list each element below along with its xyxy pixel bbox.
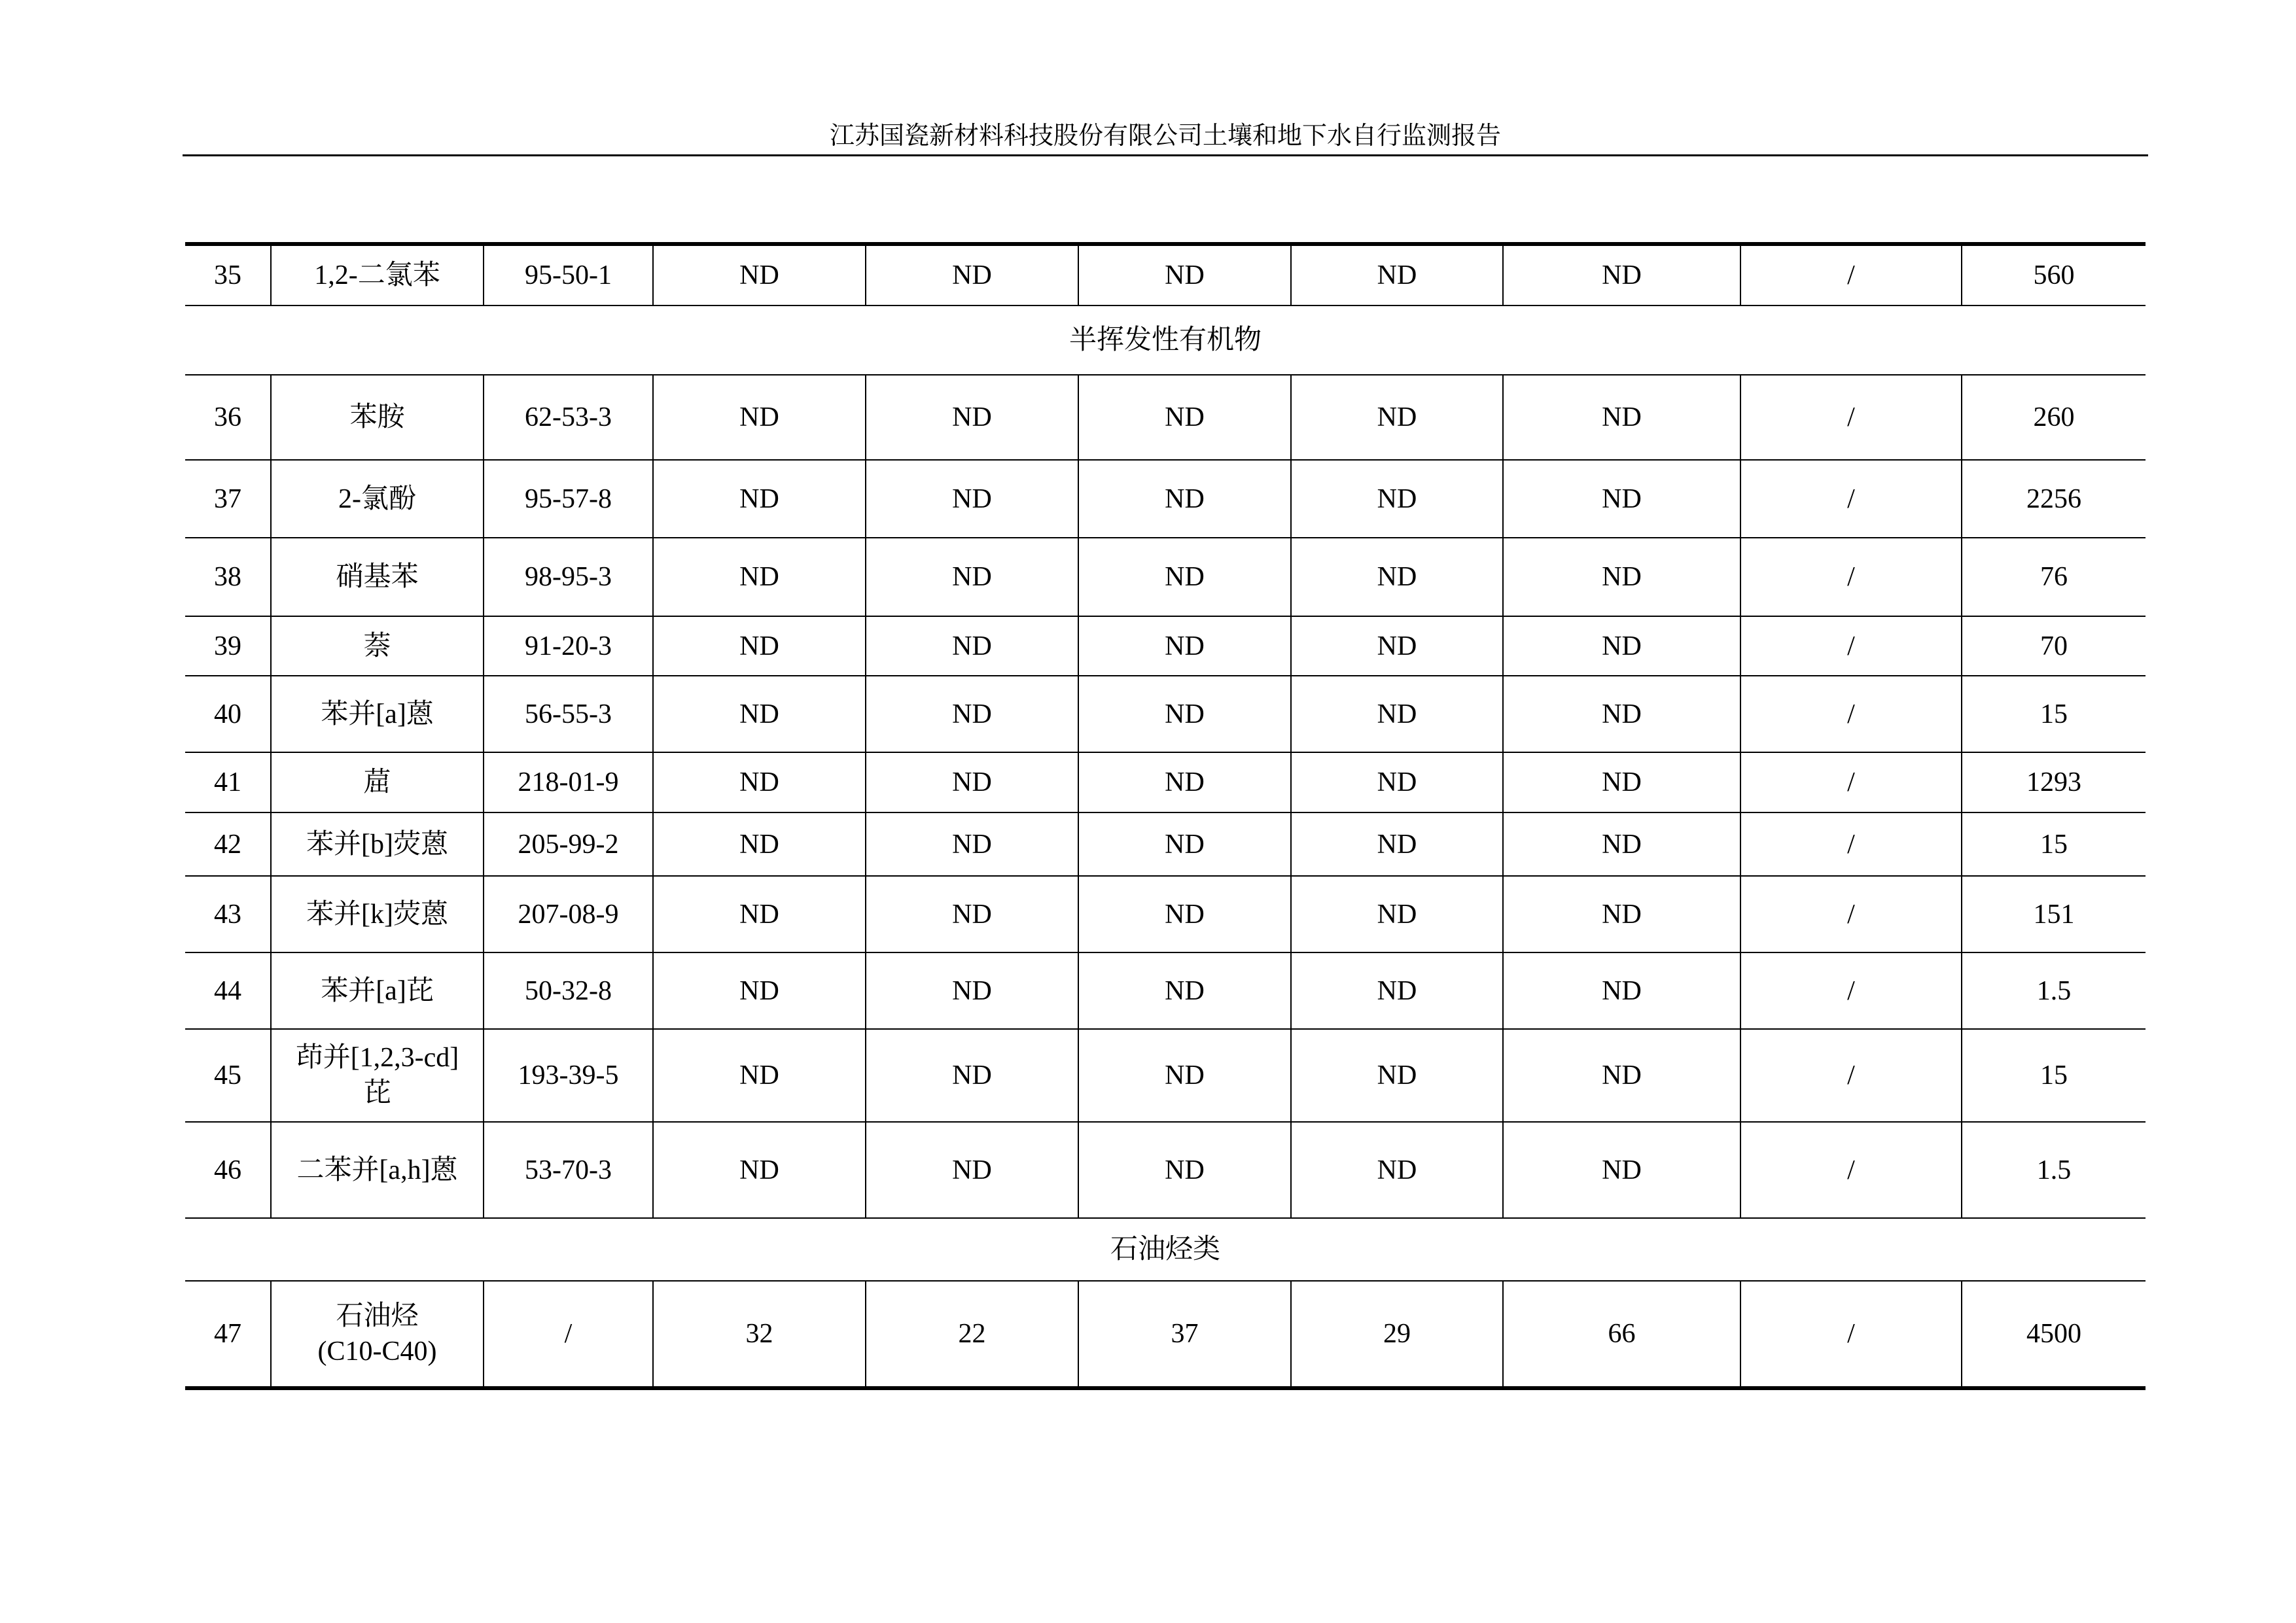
value-4-cell: ND — [1291, 460, 1503, 538]
cas-number-cell: 95-50-1 — [484, 244, 653, 305]
value-4-cell: ND — [1291, 244, 1503, 305]
cas-number-cell: 205-99-2 — [484, 812, 653, 876]
value-6-cell: / — [1740, 375, 1962, 460]
value-2-cell: ND — [866, 812, 1078, 876]
value-1-cell: ND — [653, 538, 866, 616]
value-3-cell: ND — [1078, 876, 1291, 952]
value-3-cell: ND — [1078, 375, 1291, 460]
row-number-cell: 37 — [185, 460, 271, 538]
compound-name-line: (C10-C40) — [317, 1336, 437, 1367]
value-4-cell: ND — [1291, 676, 1503, 752]
value-1-cell: ND — [653, 1029, 866, 1122]
value-3-cell: ND — [1078, 952, 1291, 1029]
screening-limit-cell: 1.5 — [1962, 1122, 2146, 1218]
compound-name-cell — [271, 460, 484, 538]
value-6-cell: / — [1740, 460, 1962, 538]
row-number-cell: 42 — [185, 812, 271, 876]
screening-limit-cell: 15 — [1962, 676, 2146, 752]
value-2-cell: ND — [866, 752, 1078, 812]
value-5-cell: ND — [1503, 244, 1740, 305]
screening-limit-cell: 76 — [1962, 538, 2146, 616]
value-4-cell: ND — [1291, 1122, 1503, 1218]
cas-number-cell: 91-20-3 — [484, 616, 653, 676]
value-4-cell: 29 — [1291, 1281, 1503, 1388]
value-2-cell: 22 — [866, 1281, 1078, 1388]
value-6-cell: / — [1740, 876, 1962, 952]
value-2-cell: ND — [866, 460, 1078, 538]
table-row — [185, 1122, 2146, 1218]
row-number-cell: 46 — [185, 1122, 271, 1218]
value-6-cell: / — [1740, 812, 1962, 876]
value-4-cell: ND — [1291, 1029, 1503, 1122]
section-row — [185, 1218, 2146, 1281]
value-1-cell: ND — [653, 1122, 866, 1218]
table-row — [185, 460, 2146, 538]
value-2-cell: ND — [866, 1029, 1078, 1122]
table-row — [185, 752, 2146, 812]
table-row — [185, 1029, 2146, 1122]
value-2-cell: ND — [866, 676, 1078, 752]
value-5-cell: ND — [1503, 952, 1740, 1029]
report-title: 江苏国瓷新材料科技股份有限公司土壤和地下水自行监测报告 — [829, 122, 1501, 150]
row-number-cell: 47 — [185, 1281, 271, 1388]
value-1-cell: ND — [653, 752, 866, 812]
compound-name-line: 芘 — [363, 1078, 391, 1108]
table-row — [185, 876, 2146, 952]
page-header — [183, 118, 2148, 156]
value-3-cell: ND — [1078, 1122, 1291, 1218]
value-5-cell: 66 — [1503, 1281, 1740, 1388]
value-3-cell: 37 — [1078, 1281, 1291, 1388]
value-5-cell: ND — [1503, 1029, 1740, 1122]
value-4-cell: ND — [1291, 812, 1503, 876]
section-heading: 半挥发性有机物 — [185, 305, 2146, 375]
value-2-cell: ND — [866, 244, 1078, 305]
compound-name-line: 苯并[a]蒽 — [321, 699, 434, 729]
compound-name-line: 硝基苯 — [336, 562, 419, 592]
value-6-cell: / — [1740, 538, 1962, 616]
table-row — [185, 1281, 2146, 1388]
value-5-cell: ND — [1503, 460, 1740, 538]
cas-number-cell: 98-95-3 — [484, 538, 653, 616]
compound-name-line: 苯并[b]荧蒽 — [306, 829, 448, 860]
table-body — [185, 244, 2146, 1388]
value-2-cell: ND — [866, 538, 1078, 616]
compound-name-cell — [271, 812, 484, 876]
row-number-cell: 41 — [185, 752, 271, 812]
value-3-cell: ND — [1078, 812, 1291, 876]
value-2-cell: ND — [866, 1122, 1078, 1218]
value-1-cell: ND — [653, 876, 866, 952]
value-1-cell: ND — [653, 244, 866, 305]
value-4-cell: ND — [1291, 538, 1503, 616]
value-2-cell: ND — [866, 375, 1078, 460]
compound-name-cell — [271, 876, 484, 952]
screening-limit-cell: 2256 — [1962, 460, 2146, 538]
compound-name-line: 石油烃 — [336, 1301, 419, 1331]
value-5-cell: ND — [1503, 676, 1740, 752]
value-5-cell: ND — [1503, 812, 1740, 876]
value-5-cell: ND — [1503, 616, 1740, 676]
cas-number-cell: 218-01-9 — [484, 752, 653, 812]
row-number-cell: 45 — [185, 1029, 271, 1122]
value-1-cell: ND — [653, 375, 866, 460]
value-2-cell: ND — [866, 616, 1078, 676]
value-5-cell: ND — [1503, 538, 1740, 616]
value-1-cell: ND — [653, 616, 866, 676]
value-1-cell: 32 — [653, 1281, 866, 1388]
value-1-cell: ND — [653, 952, 866, 1029]
cas-number-cell: 56-55-3 — [484, 676, 653, 752]
value-2-cell: ND — [866, 876, 1078, 952]
compound-name-cell — [271, 616, 484, 676]
value-6-cell: / — [1740, 752, 1962, 812]
row-number-cell: 38 — [185, 538, 271, 616]
value-4-cell: ND — [1291, 752, 1503, 812]
value-4-cell: ND — [1291, 616, 1503, 676]
table-row — [185, 375, 2146, 460]
compound-name-line: 2-氯酚 — [338, 483, 416, 514]
section-heading: 石油烃类 — [185, 1218, 2146, 1281]
value-3-cell: ND — [1078, 676, 1291, 752]
screening-limit-cell: 151 — [1962, 876, 2146, 952]
value-1-cell: ND — [653, 676, 866, 752]
table-row — [185, 676, 2146, 752]
value-5-cell: ND — [1503, 752, 1740, 812]
value-2-cell: ND — [866, 952, 1078, 1029]
value-1-cell: ND — [653, 460, 866, 538]
compound-name-line: 1,2-二氯苯 — [314, 260, 440, 290]
value-6-cell: / — [1740, 952, 1962, 1029]
screening-limit-cell: 1.5 — [1962, 952, 2146, 1029]
cas-number-cell: 53-70-3 — [484, 1122, 653, 1218]
compound-name-cell — [271, 952, 484, 1029]
value-3-cell: ND — [1078, 1029, 1291, 1122]
value-6-cell: / — [1740, 1029, 1962, 1122]
compound-name-line: 茚并[1,2,3-cd] — [295, 1043, 459, 1073]
cas-number-cell: 62-53-3 — [484, 375, 653, 460]
value-4-cell: ND — [1291, 375, 1503, 460]
cas-number-cell: 95-57-8 — [484, 460, 653, 538]
row-number-cell: 40 — [185, 676, 271, 752]
value-6-cell: / — [1740, 244, 1962, 305]
value-3-cell: ND — [1078, 538, 1291, 616]
table-row — [185, 952, 2146, 1029]
screening-limit-cell: 260 — [1962, 375, 2146, 460]
value-1-cell: ND — [653, 812, 866, 876]
compound-name-line: 苯并[a]芘 — [321, 975, 434, 1006]
screening-limit-cell: 70 — [1962, 616, 2146, 676]
table-row — [185, 812, 2146, 876]
value-6-cell: / — [1740, 616, 1962, 676]
screening-limit-cell: 15 — [1962, 812, 2146, 876]
compound-name-cell — [271, 1122, 484, 1218]
value-5-cell: ND — [1503, 876, 1740, 952]
compound-name-cell — [271, 538, 484, 616]
value-3-cell: ND — [1078, 752, 1291, 812]
value-6-cell: / — [1740, 1122, 1962, 1218]
table-row — [185, 244, 2146, 305]
table-row — [185, 616, 2146, 676]
section-row — [185, 305, 2146, 375]
compound-name-line: 䓛 — [363, 767, 391, 797]
value-5-cell: ND — [1503, 1122, 1740, 1218]
row-number-cell: 44 — [185, 952, 271, 1029]
compound-name-line: 萘 — [363, 631, 391, 661]
compound-name-cell — [271, 244, 484, 305]
compound-name-cell — [271, 676, 484, 752]
compound-name-cell — [271, 1281, 484, 1388]
compound-name-cell — [271, 1029, 484, 1122]
value-3-cell: ND — [1078, 616, 1291, 676]
monitoring-results-table — [185, 242, 2146, 1390]
value-4-cell: ND — [1291, 876, 1503, 952]
row-number-cell: 36 — [185, 375, 271, 460]
compound-name-line: 二苯并[a,h]蒽 — [296, 1155, 458, 1185]
compound-name-line: 苯并[k]荧蒽 — [306, 899, 448, 930]
table-row — [185, 538, 2146, 616]
screening-limit-cell: 4500 — [1962, 1281, 2146, 1388]
cas-number-cell: 50-32-8 — [484, 952, 653, 1029]
row-number-cell: 43 — [185, 876, 271, 952]
compound-name-cell — [271, 752, 484, 812]
value-6-cell: / — [1740, 1281, 1962, 1388]
screening-limit-cell: 1293 — [1962, 752, 2146, 812]
cas-number-cell: 193-39-5 — [484, 1029, 653, 1122]
compound-name-cell — [271, 375, 484, 460]
screening-limit-cell: 15 — [1962, 1029, 2146, 1122]
screening-limit-cell: 560 — [1962, 244, 2146, 305]
cas-number-cell: 207-08-9 — [484, 876, 653, 952]
value-3-cell: ND — [1078, 244, 1291, 305]
value-5-cell: ND — [1503, 375, 1740, 460]
row-number-cell: 39 — [185, 616, 271, 676]
cas-number-cell: / — [484, 1281, 653, 1388]
value-4-cell: ND — [1291, 952, 1503, 1029]
row-number-cell: 35 — [185, 244, 271, 305]
value-6-cell: / — [1740, 676, 1962, 752]
compound-name-line: 苯胺 — [349, 402, 405, 432]
value-3-cell: ND — [1078, 460, 1291, 538]
